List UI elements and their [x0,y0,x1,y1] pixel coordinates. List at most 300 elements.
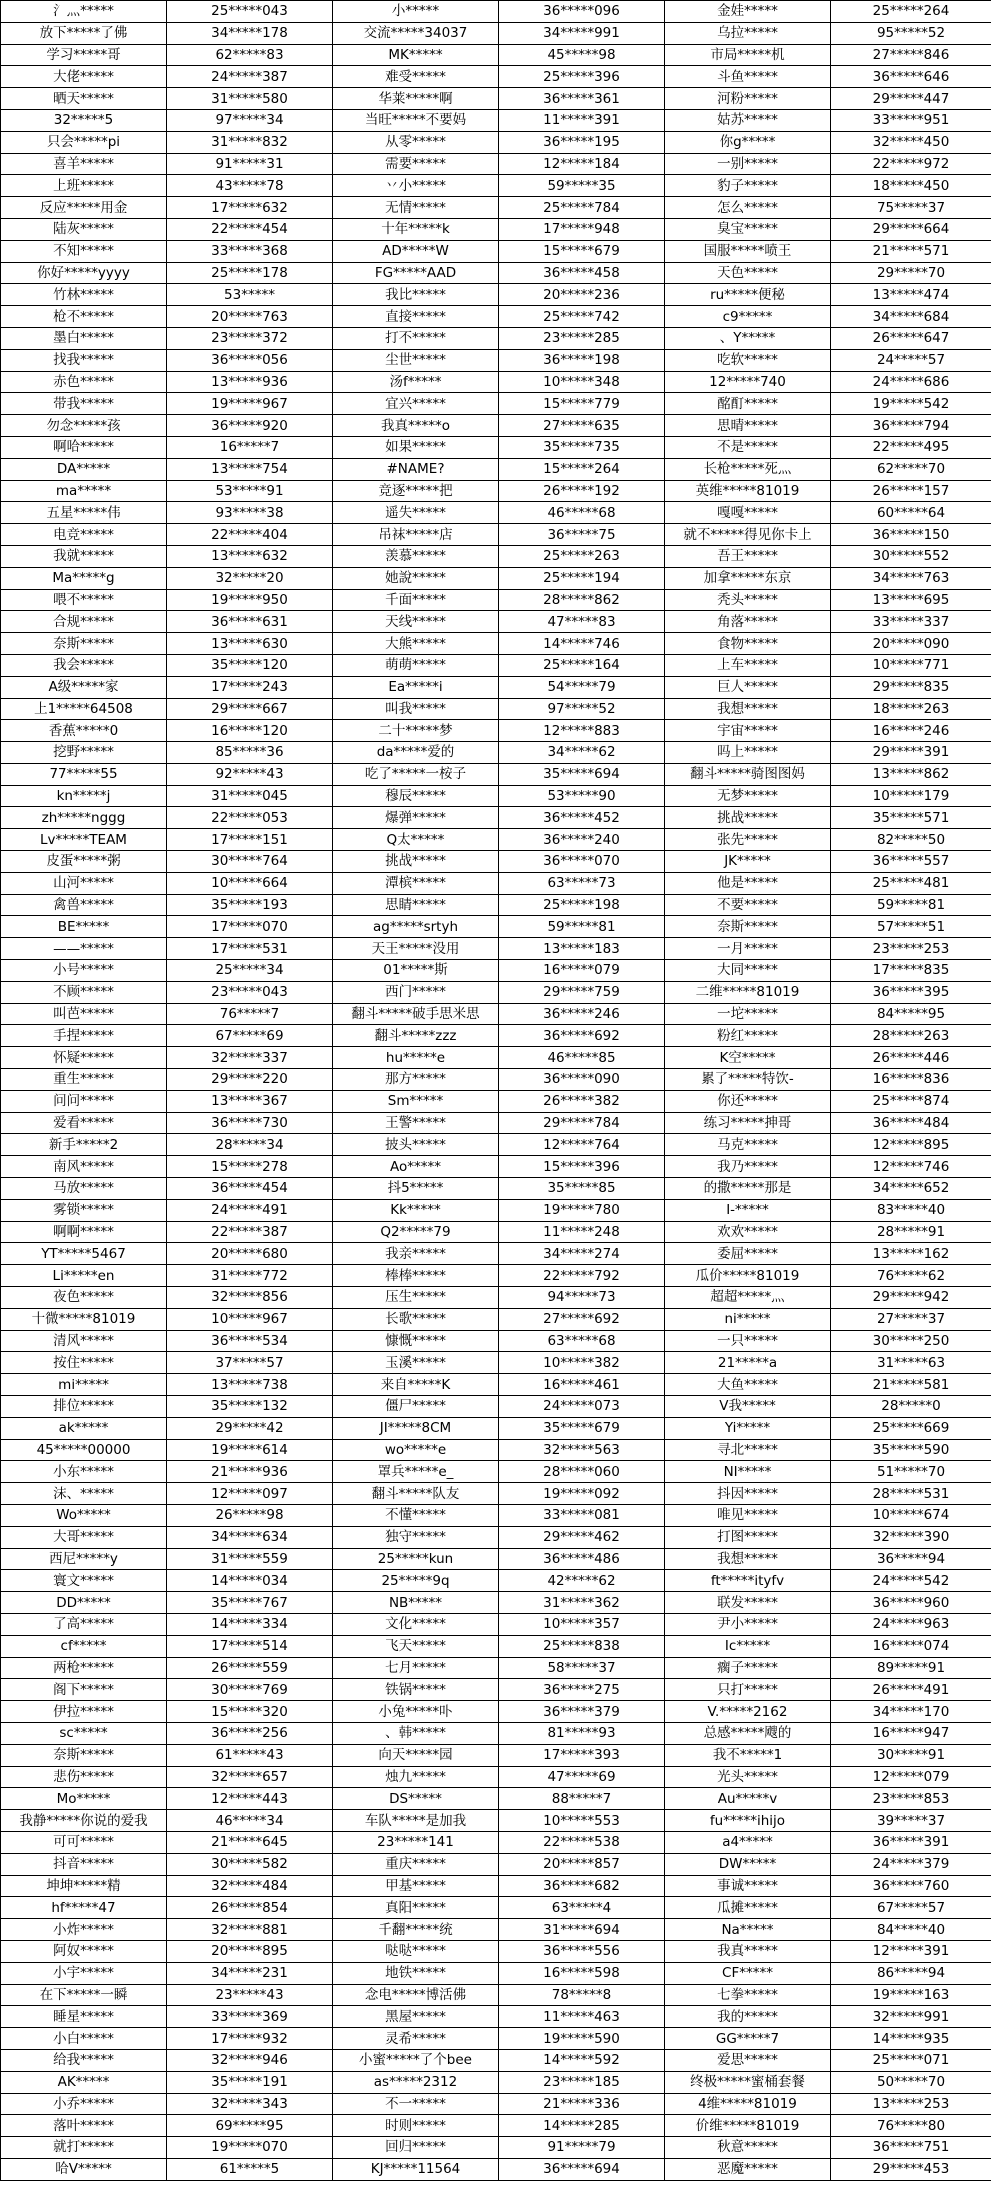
number-cell: 36*****920 [167,415,333,437]
number-cell: 31*****63 [831,1352,991,1374]
number-cell: 25*****874 [831,1090,991,1112]
number-cell: 32*****563 [499,1439,665,1461]
table-row [1,1679,991,1701]
number-cell: 20*****763 [167,306,333,328]
table-row [1,1003,991,1025]
name-cell: Q2*****79 [333,1221,499,1243]
number-cell: 24*****073 [499,1396,665,1418]
name-cell: 披头***** [333,1134,499,1156]
name-cell: 丷小***** [333,175,499,197]
name-cell: 45*****00000 [1,1439,167,1461]
number-cell: 25*****263 [499,545,665,567]
number-cell: 10*****674 [831,1504,991,1526]
number-cell: 28*****862 [499,589,665,611]
name-cell: 穆辰***** [333,785,499,807]
table-row [1,916,991,938]
name-cell: 恶魔***** [665,2158,831,2180]
name-cell: 甲基***** [333,1875,499,1897]
name-cell: ru*****便秘 [665,284,831,306]
name-cell: 需要***** [333,153,499,175]
table-row [1,1526,991,1548]
table-row [1,1592,991,1614]
name-cell: 伊拉***** [1,1701,167,1723]
number-cell: 16*****598 [499,1962,665,1984]
number-cell: 34*****62 [499,742,665,764]
number-cell: 36*****361 [499,88,665,110]
table-row [1,1940,991,1962]
number-cell: 19*****590 [499,2028,665,2050]
number-cell: 25*****34 [167,960,333,982]
table-row [1,611,991,633]
number-cell: 86*****94 [831,1962,991,1984]
number-cell: 36*****198 [499,349,665,371]
name-cell: 张先***** [665,829,831,851]
name-cell: 怀疑***** [1,1047,167,1069]
number-cell: 16*****246 [831,720,991,742]
table-row [1,742,991,764]
name-cell: V.*****2162 [665,1701,831,1723]
name-cell: 千翻*****统 [333,1919,499,1941]
number-cell: 58*****37 [499,1657,665,1679]
name-cell: 的撒*****那是 [665,1178,831,1200]
name-cell: 地铁***** [333,1962,499,1984]
table-row [1,197,991,219]
number-cell: 20*****236 [499,284,665,306]
number-cell: 17*****151 [167,829,333,851]
table-row [1,66,991,88]
table-row [1,1243,991,1265]
number-cell: 21*****336 [499,2093,665,2115]
name-cell: DW***** [665,1853,831,1875]
number-cell: 76*****7 [167,1003,333,1025]
table-row [1,1483,991,1505]
number-cell: 27*****635 [499,415,665,437]
name-cell: 棒棒***** [333,1265,499,1287]
number-cell: 36*****94 [831,1548,991,1570]
name-cell: 马放***** [1,1178,167,1200]
number-cell: 13*****936 [167,371,333,393]
number-cell: 19*****780 [499,1199,665,1221]
number-cell: 36*****557 [831,851,991,873]
name-cell: 十年*****k [333,218,499,240]
number-cell: 63*****73 [499,872,665,894]
name-cell: 爱思***** [665,2049,831,2071]
name-cell: 灵希***** [333,2028,499,2050]
name-cell: 上班***** [1,175,167,197]
name-cell: 瓜价*****81019 [665,1265,831,1287]
number-cell: 32*****881 [167,1919,333,1941]
name-cell: 叫我***** [333,698,499,720]
name-cell: Yi***** [665,1417,831,1439]
name-cell: 你好*****yyyy [1,262,167,284]
name-cell: 沫、***** [1,1483,167,1505]
number-cell: 24*****379 [831,1853,991,1875]
number-cell: 36*****056 [167,349,333,371]
number-cell: 36*****395 [831,981,991,1003]
table-row [1,960,991,982]
name-cell: ag*****srtyh [333,916,499,938]
number-cell: 91*****31 [167,153,333,175]
number-cell: 17*****070 [167,916,333,938]
name-cell: 不是***** [665,436,831,458]
number-cell: 34*****652 [831,1178,991,1200]
number-cell: 32*****856 [167,1287,333,1309]
name-cell: 就打***** [1,2137,167,2159]
number-cell: 18*****263 [831,698,991,720]
name-cell: 竹林***** [1,284,167,306]
number-cell: 10*****348 [499,371,665,393]
name-cell: Ea*****i [333,676,499,698]
name-cell: 千面***** [333,589,499,611]
name-cell: 夜色***** [1,1287,167,1309]
name-cell: 市局*****机 [665,44,831,66]
name-cell: 乌拉***** [665,22,831,44]
number-cell: 22*****404 [167,524,333,546]
name-cell: 按住***** [1,1352,167,1374]
name-cell: 无情***** [333,197,499,219]
number-cell: 34*****170 [831,1701,991,1723]
name-cell: 姑苏***** [665,109,831,131]
number-cell: 25*****742 [499,306,665,328]
name-cell: 我会***** [1,654,167,676]
number-cell: 12*****883 [499,720,665,742]
table-row [1,1069,991,1091]
number-cell: 35*****193 [167,894,333,916]
name-cell: 我想***** [665,698,831,720]
name-cell: 小乔***** [1,2093,167,2115]
number-cell: 46*****85 [499,1047,665,1069]
name-cell: DS***** [333,1788,499,1810]
name-cell: 当旺*****不要妈 [333,109,499,131]
name-cell: 小蜜*****了个bee [333,2049,499,2071]
number-cell: 15*****679 [499,240,665,262]
name-cell: 哒哒***** [333,1940,499,1962]
table-row [1,807,991,829]
number-cell: 93*****38 [167,502,333,524]
number-cell: 33*****368 [167,240,333,262]
name-cell: 斗鱼***** [665,66,831,88]
name-cell: 爆弹***** [333,807,499,829]
number-cell: 26*****647 [831,327,991,349]
number-cell: 59*****81 [499,916,665,938]
number-cell: 13*****253 [831,2093,991,2115]
number-cell: 29*****453 [831,2158,991,2180]
name-cell: 吃软***** [665,349,831,371]
number-cell: 18*****450 [831,175,991,197]
number-cell: 31*****559 [167,1548,333,1570]
number-cell: 22*****387 [167,1221,333,1243]
name-cell: 委屈***** [665,1243,831,1265]
table-row [1,2028,991,2050]
table-row [1,1744,991,1766]
number-cell: 23*****372 [167,327,333,349]
name-cell: 英维*****81019 [665,480,831,502]
name-cell: as*****2312 [333,2071,499,2093]
name-cell: 难受***** [333,66,499,88]
number-cell: 43*****78 [167,175,333,197]
number-cell: 11*****463 [499,2006,665,2028]
number-cell: 36*****240 [499,829,665,851]
number-cell: 16*****947 [831,1722,991,1744]
name-cell: 可可***** [1,1831,167,1853]
number-cell: 29*****70 [831,262,991,284]
number-cell: 50*****70 [831,2071,991,2093]
name-cell: 欢欢***** [665,1221,831,1243]
number-cell: 36*****195 [499,131,665,153]
name-cell: 山河***** [1,872,167,894]
number-cell: 20*****090 [831,633,991,655]
name-cell: 长歌***** [333,1308,499,1330]
number-cell: 28*****34 [167,1134,333,1156]
name-cell: 潭槟***** [333,872,499,894]
name-cell: 77*****55 [1,763,167,785]
number-cell: 47*****69 [499,1766,665,1788]
number-cell: 25*****164 [499,654,665,676]
number-cell: 33*****369 [167,2006,333,2028]
name-cell: 吊袜*****店 [333,524,499,546]
name-cell: Na***** [665,1919,831,1941]
name-cell: 大熊***** [333,633,499,655]
number-cell: 95*****52 [831,22,991,44]
number-cell: 33*****951 [831,109,991,131]
name-cell: 吗上***** [665,742,831,764]
name-cell: 河粉***** [665,88,831,110]
name-cell: mi***** [1,1374,167,1396]
name-cell: 、Y***** [665,327,831,349]
number-cell: 59*****35 [499,175,665,197]
name-cell: 我的***** [665,2006,831,2028]
name-cell: 奈斯***** [1,1744,167,1766]
number-cell: 85*****36 [167,742,333,764]
name-cell: 、韩***** [333,1722,499,1744]
number-cell: 10*****357 [499,1613,665,1635]
name-cell: 啊啊***** [1,1221,167,1243]
name-cell: 寻北***** [665,1439,831,1461]
name-cell: 悲伤***** [1,1766,167,1788]
number-cell: 35*****767 [167,1592,333,1614]
name-cell: K空***** [665,1047,831,1069]
number-cell: 36*****454 [167,1178,333,1200]
name-cell: 不懂***** [333,1504,499,1526]
name-cell: A级*****家 [1,676,167,698]
number-cell: 34*****763 [831,567,991,589]
table-row [1,1308,991,1330]
number-cell: 13*****695 [831,589,991,611]
number-cell: 88*****7 [499,1788,665,1810]
table-row [1,458,991,480]
name-cell: 墨白***** [1,327,167,349]
name-cell: 不顾***** [1,981,167,1003]
number-cell: 22*****454 [167,218,333,240]
number-cell: 16*****120 [167,720,333,742]
number-cell: 15*****320 [167,1701,333,1723]
number-cell: 35*****679 [499,1417,665,1439]
name-cell: 我就***** [1,545,167,567]
name-cell: YT*****5467 [1,1243,167,1265]
table-row [1,1984,991,2006]
name-cell: 黑屋***** [333,2006,499,2028]
number-cell: 24*****57 [831,349,991,371]
number-cell: 37*****57 [167,1352,333,1374]
name-cell: ak***** [1,1417,167,1439]
name-cell: 重庆***** [333,1853,499,1875]
table-row [1,1265,991,1287]
table-row [1,698,991,720]
name-cell: 32*****5 [1,109,167,131]
table-row [1,480,991,502]
number-cell: 69*****95 [167,2115,333,2137]
number-cell: 24*****542 [831,1570,991,1592]
number-cell: 15*****779 [499,393,665,415]
name-cell: 累了*****特饮- [665,1069,831,1091]
number-cell: 32*****657 [167,1766,333,1788]
name-cell: 你还***** [665,1090,831,1112]
name-cell: 从零***** [333,131,499,153]
number-cell: 35*****590 [831,1439,991,1461]
name-cell: 萌萌***** [333,654,499,676]
number-cell: 35*****85 [499,1178,665,1200]
name-cell: sc***** [1,1722,167,1744]
number-cell: 34*****684 [831,306,991,328]
name-cell: 23*****141 [333,1831,499,1853]
name-cell: 压生***** [333,1287,499,1309]
number-cell: 36*****070 [499,851,665,873]
name-cell: 天王*****没用 [333,938,499,960]
number-cell: 15*****278 [167,1156,333,1178]
number-cell: 12*****184 [499,153,665,175]
number-cell: 10*****771 [831,654,991,676]
table-row [1,589,991,611]
table-row [1,415,991,437]
name-cell: 啊哈***** [1,436,167,458]
name-cell: 事诚***** [665,1875,831,1897]
number-cell: 26*****98 [167,1504,333,1526]
table-row [1,1788,991,1810]
number-cell: 23*****043 [167,981,333,1003]
name-cell: 烛九***** [333,1766,499,1788]
number-cell: 36*****484 [831,1112,991,1134]
number-cell: 22*****053 [167,807,333,829]
name-cell: 抖音***** [1,1853,167,1875]
name-cell: 回归***** [333,2137,499,2159]
number-cell: 36*****452 [499,807,665,829]
name-cell: 小宇***** [1,1962,167,1984]
table-row [1,393,991,415]
table-row [1,1,991,23]
number-cell: 10*****179 [831,785,991,807]
table-row [1,88,991,110]
name-cell: 我亲***** [333,1243,499,1265]
number-cell: 25*****043 [167,1,333,23]
name-cell: 我不*****1 [665,1744,831,1766]
table-row [1,2006,991,2028]
number-cell: 10*****664 [167,872,333,894]
name-cell: 了高***** [1,1613,167,1635]
number-cell: 32*****343 [167,2093,333,2115]
number-cell: 10*****553 [499,1810,665,1832]
name-cell: 21*****a [665,1352,831,1374]
name-cell: 不要***** [665,894,831,916]
number-cell: 13*****632 [167,545,333,567]
number-cell: 32*****484 [167,1875,333,1897]
name-cell: 上车***** [665,654,831,676]
name-cell: FG*****AAD [333,262,499,284]
name-cell: 小炸***** [1,1919,167,1941]
table-row [1,1396,991,1418]
number-cell: 28*****263 [831,1025,991,1047]
number-cell: 53*****90 [499,785,665,807]
name-cell: 一月***** [665,938,831,960]
table-row [1,1875,991,1897]
number-cell: 26*****559 [167,1657,333,1679]
name-cell: 大佬***** [1,66,167,88]
number-cell: 29*****835 [831,676,991,698]
name-cell: 我乃***** [665,1156,831,1178]
table-row [1,1221,991,1243]
name-cell: V我***** [665,1396,831,1418]
number-cell: 32*****946 [167,2049,333,2071]
number-cell: 76*****80 [831,2115,991,2137]
number-cell: 62*****83 [167,44,333,66]
name-cell: 我静*****你说的爱我 [1,1810,167,1832]
table-row [1,2093,991,2115]
name-cell: 给我***** [1,2049,167,2071]
number-cell: 35*****191 [167,2071,333,2093]
name-cell: 翻斗*****zzz [333,1025,499,1047]
number-cell: 20*****857 [499,1853,665,1875]
number-cell: 19*****614 [167,1439,333,1461]
name-cell: KJ*****11564 [333,2158,499,2180]
number-cell: 25*****481 [831,872,991,894]
number-cell: 46*****34 [167,1810,333,1832]
name-cell: 反应*****用金 [1,197,167,219]
table-row [1,1548,991,1570]
name-cell: DA***** [1,458,167,480]
table-row [1,1613,991,1635]
number-cell: 36*****391 [831,1831,991,1853]
number-cell: 27*****37 [831,1308,991,1330]
name-cell: AK***** [1,2071,167,2093]
number-cell: 26*****192 [499,480,665,502]
table-row [1,1701,991,1723]
number-cell: 27*****692 [499,1308,665,1330]
number-cell: 27*****846 [831,44,991,66]
number-cell: 36*****646 [831,66,991,88]
name-cell: 思晴***** [665,415,831,437]
name-cell: 只会*****pi [1,131,167,153]
name-cell: 问问***** [1,1090,167,1112]
number-cell: 15*****396 [499,1156,665,1178]
name-cell: 只打***** [665,1679,831,1701]
number-cell: 21*****645 [167,1831,333,1853]
number-cell: 17*****531 [167,938,333,960]
name-cell: 抖5***** [333,1178,499,1200]
number-cell: 12*****079 [831,1766,991,1788]
name-cell: 爱看***** [1,1112,167,1134]
name-cell: 豹子***** [665,175,831,197]
number-cell: 13*****367 [167,1090,333,1112]
number-cell: 35*****120 [167,654,333,676]
number-cell: 57*****51 [831,916,991,938]
name-cell: 找我***** [1,349,167,371]
name-cell: JK***** [665,851,831,873]
number-cell: 17*****243 [167,676,333,698]
number-cell: 51*****70 [831,1461,991,1483]
number-cell: 34*****231 [167,1962,333,1984]
number-cell: 28*****0 [831,1396,991,1418]
name-cell: ni***** [665,1308,831,1330]
name-cell: 排位***** [1,1396,167,1418]
